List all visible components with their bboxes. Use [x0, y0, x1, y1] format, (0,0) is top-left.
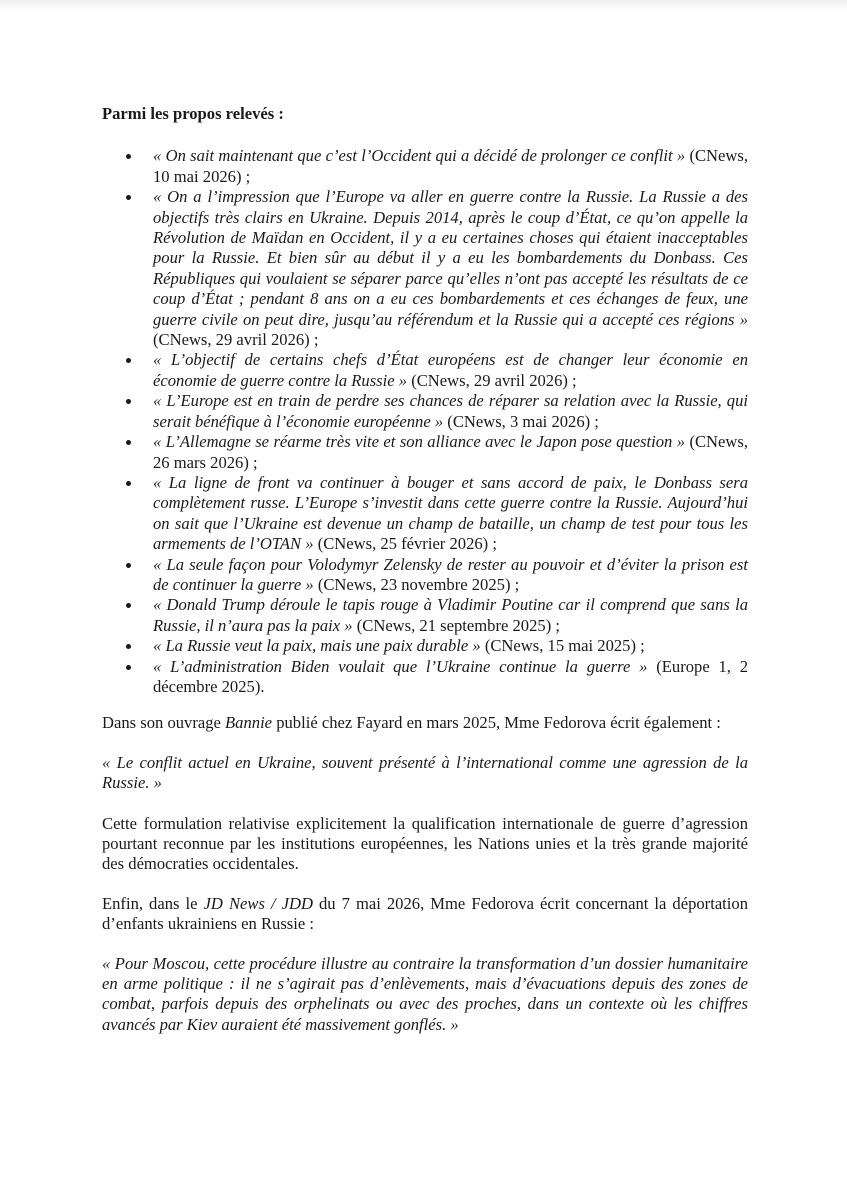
document-page [102, 96, 748, 1055]
quote-source: (CNews, 15 mai 2025) ; [480, 636, 645, 656]
paragraph-text: Dans son ouvrage [102, 713, 226, 733]
paragraph-text: du 7 mai 2026, Mme Fedorova écrit concernant la déportation d’enfants ukrainiens en Russie : [102, 893, 748, 934]
quote-source: (CNews, 21 septembre 2025) ; [352, 615, 560, 635]
quote-text: « On sait maintenant que c’est l’Occident qui a décidé de prolonger ce conflit » [153, 146, 686, 166]
block-quote-moscou: « Pour Moscou, cette procédure illustre au contraire la transformation d’un dossier humanitaire en arme politique : il ne s’agirait pas d’enlèvements, mais d’évacuations depuis des zones de combat, parfois depuis des orphelinats ou avec des proches, dans un contexte où les chiffres avancés par Kiev auraient été massivement gonflés. » [102, 953, 748, 1034]
quote-text: « On a l’impression que l’Europe va aller en guerre contre la Russie. La Russie a des objectifs très clairs en Ukraine. Depuis 2014, après le coup d’État, ce qu’on appelle la Révolution de Maïdan en Occident, il y a eu certaines choses qui étaient inacceptables pour la Russie. Et bien sûr au début il y a eu les bombardements du Donbass. Ces Républiques qui voulaient se séparer parce qu’elles n’ont pas accepté les résultats de ce coup d’État ; pendant 8 ans on a eu ces bombardements et ces échanges de feux, une guerre civile on peut dire, jusqu’au référendum et la Russie qui a accepté ces régions » [153, 187, 748, 329]
list-item [102, 657, 748, 698]
section-heading: Parmi les propos relevés : [102, 104, 284, 123]
publication-title: JD News / JDD [203, 893, 313, 913]
bullet-icon [126, 154, 131, 159]
quotes-list [102, 146, 748, 697]
bullet-icon [126, 665, 131, 670]
quote-source: (CNews, 29 avril 2026) ; [153, 330, 319, 350]
quote-source: (CNews, 26 mars 2026) ; [153, 432, 748, 472]
page-top-shadow [0, 0, 847, 10]
list-item [102, 595, 748, 636]
list-item [102, 555, 748, 596]
paragraph-formulation: Cette formulation relativise explicitement la qualification internationale de guerre d’agression pourtant reconnue par les institutions européennes, les Nations unies et la très grande majorité des démocraties occidentales. [102, 813, 748, 874]
quote-source: (CNews, 10 mai 2026) ; [153, 146, 748, 186]
quote-source: (CNews, 23 novembre 2025) ; [313, 574, 520, 594]
list-item [102, 146, 748, 187]
list-item [102, 473, 748, 555]
bullet-icon [126, 358, 131, 363]
bullet-icon [126, 195, 131, 200]
bullet-icon [126, 440, 131, 445]
quote-text: « L’objectif de certains chefs d’État européens est de changer leur économie en économie de guerre contre la Russie » [153, 350, 748, 390]
quote-text: « L’Allemagne se réarme très vite et son alliance avec le Japon pose question » [153, 432, 686, 452]
bullet-icon [126, 644, 131, 649]
paragraph-text: publié chez Fayard en mars 2025, Mme Fedorova écrit également : [272, 713, 721, 733]
book-title: Bannie [225, 713, 273, 733]
list-item [102, 432, 748, 473]
paragraph-text: Enfin, dans le [102, 893, 204, 913]
list-item [102, 636, 748, 656]
quote-text: « La ligne de front va continuer à bouger et sans accord de paix, le Donbass sera complètement russe. L’Europe s’investit dans cette guerre contre la Russie. Aujourd’hui on sait que l’Ukraine est devenue un champ de bataille, un champ de test pour tous les armements de l’OTAN » [153, 472, 748, 554]
quote-source: (CNews, 29 avril 2026) ; [407, 370, 577, 390]
list-item [102, 350, 748, 391]
bullet-icon [126, 603, 131, 608]
bullet-icon [126, 563, 131, 568]
bullet-icon [126, 399, 131, 404]
list-item [102, 187, 748, 350]
quote-text: « La seule façon pour Volodymyr Zelensky de rester au pouvoir et d’éviter la prison est de continuer la guerre » [153, 554, 748, 594]
quote-text: « La Russie veut la paix, mais une paix durable » [153, 636, 481, 656]
paragraph-enfin [102, 894, 748, 935]
list-item [102, 391, 748, 432]
quote-source: (Europe 1, 2 décembre 2025). [153, 656, 748, 696]
quote-source: (CNews, 25 février 2026) ; [313, 534, 497, 554]
quote-text: « L’Europe est en train de perdre ses chances de réparer sa relation avec la Russie, qui serait bénéfique à l’économie européenne » [153, 391, 748, 431]
quote-text: « L’administration Biden voulait que l’Ukraine continue la guerre » [153, 656, 648, 676]
bullet-icon [126, 481, 131, 486]
quote-source: (CNews, 3 mai 2026) ; [443, 411, 599, 431]
quote-text: « Donald Trump déroule le tapis rouge à Vladimir Poutine car il comprend que sans la Russie, il n’aura pas la paix » [153, 595, 748, 635]
block-quote-conflit: « Le conflit actuel en Ukraine, souvent présenté à l’international comme une agression de la Russie. » [102, 752, 748, 793]
paragraph-ouvrage [102, 713, 748, 733]
